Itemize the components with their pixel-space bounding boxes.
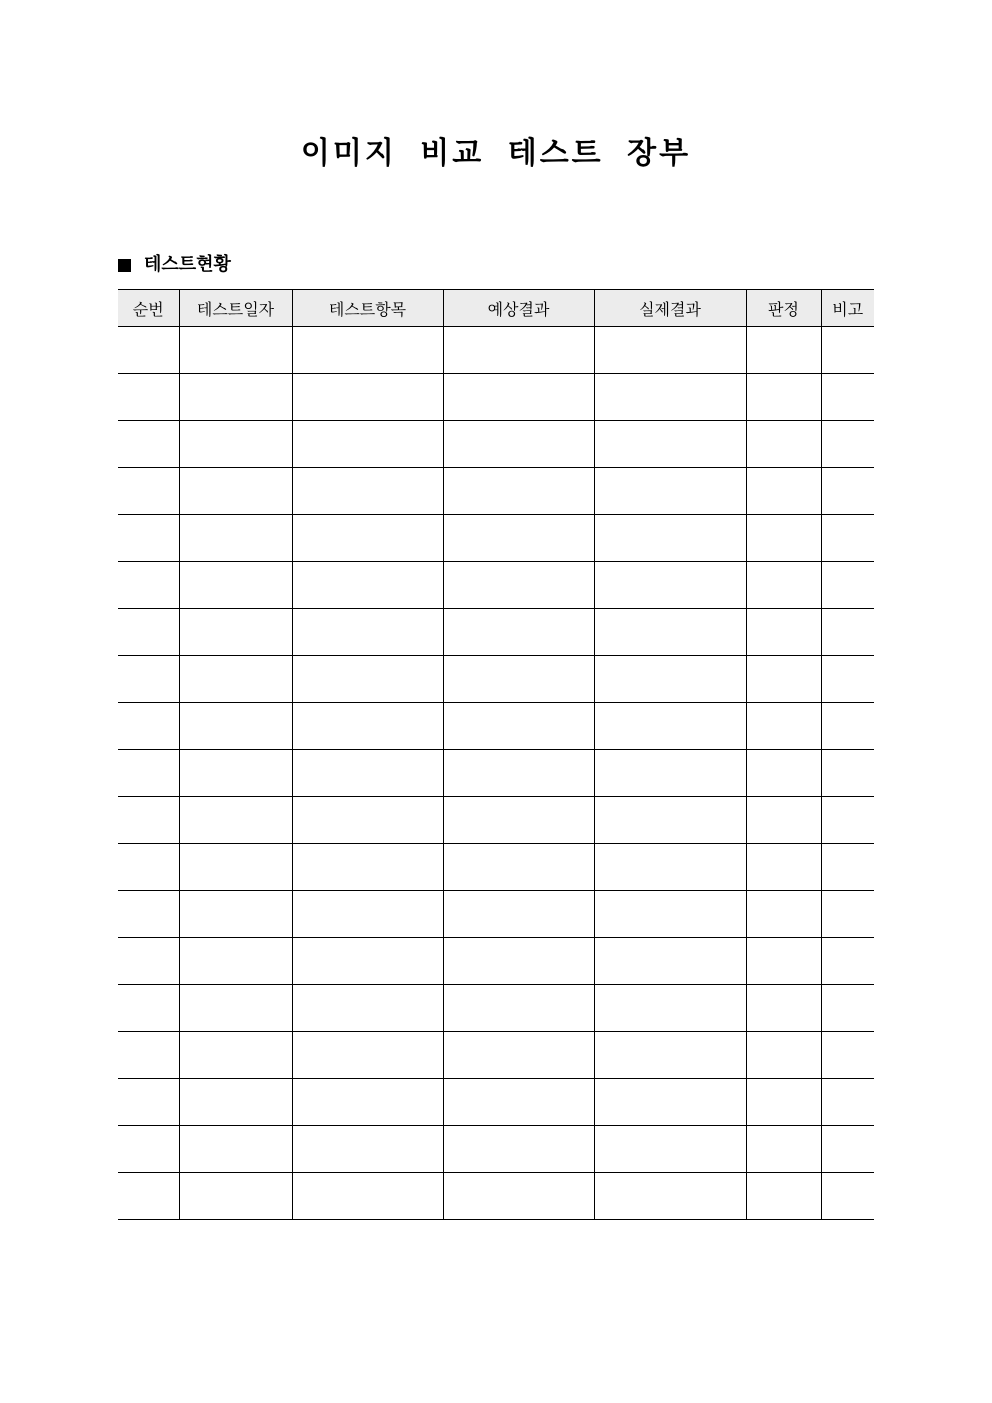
table-cell[interactable] bbox=[118, 985, 179, 1032]
table-cell[interactable] bbox=[118, 797, 179, 844]
table-row bbox=[118, 609, 874, 656]
table-row bbox=[118, 1032, 874, 1079]
table-cell[interactable] bbox=[746, 1079, 821, 1126]
table-cell[interactable] bbox=[179, 703, 292, 750]
table-cell[interactable] bbox=[179, 421, 292, 468]
table-cell[interactable] bbox=[292, 374, 443, 421]
table-row bbox=[118, 374, 874, 421]
table-cell[interactable] bbox=[292, 797, 443, 844]
table-cell[interactable] bbox=[746, 656, 821, 703]
table-row bbox=[118, 750, 874, 797]
column-header-test-item: 테스트항목 bbox=[292, 290, 443, 327]
table-cell[interactable] bbox=[118, 562, 179, 609]
table-cell[interactable] bbox=[292, 891, 443, 938]
column-header-expected-result: 예상결과 bbox=[443, 290, 594, 327]
table-cell[interactable] bbox=[594, 515, 746, 562]
table-cell[interactable] bbox=[118, 327, 179, 374]
table-cell[interactable] bbox=[821, 468, 874, 515]
section-heading bbox=[118, 252, 231, 278]
table-cell[interactable] bbox=[292, 985, 443, 1032]
table-cell[interactable] bbox=[179, 1173, 292, 1220]
table-cell[interactable] bbox=[594, 703, 746, 750]
table-cell[interactable] bbox=[746, 891, 821, 938]
section-heading-label: 테스트현황 bbox=[144, 254, 231, 275]
table-cell[interactable] bbox=[179, 844, 292, 891]
table-cell[interactable] bbox=[179, 985, 292, 1032]
table-cell[interactable] bbox=[821, 1032, 874, 1079]
table-cell[interactable] bbox=[746, 844, 821, 891]
table-cell[interactable] bbox=[821, 374, 874, 421]
table-cell[interactable] bbox=[746, 750, 821, 797]
table-cell[interactable] bbox=[443, 891, 594, 938]
table-cell[interactable] bbox=[179, 468, 292, 515]
table-cell[interactable] bbox=[443, 562, 594, 609]
table-cell[interactable] bbox=[746, 327, 821, 374]
table-cell[interactable] bbox=[443, 421, 594, 468]
table-cell[interactable] bbox=[821, 985, 874, 1032]
table-row bbox=[118, 327, 874, 374]
table-cell[interactable] bbox=[292, 468, 443, 515]
table-cell[interactable] bbox=[746, 374, 821, 421]
table-cell[interactable] bbox=[821, 562, 874, 609]
table-cell[interactable] bbox=[118, 421, 179, 468]
table-cell[interactable] bbox=[118, 1173, 179, 1220]
table-cell[interactable] bbox=[179, 1079, 292, 1126]
table-cell[interactable] bbox=[118, 656, 179, 703]
table-cell[interactable] bbox=[292, 703, 443, 750]
table-cell[interactable] bbox=[443, 515, 594, 562]
table-cell[interactable] bbox=[292, 327, 443, 374]
table-cell[interactable] bbox=[179, 750, 292, 797]
column-header-remarks: 비고 bbox=[821, 290, 874, 327]
table-cell[interactable] bbox=[594, 797, 746, 844]
table-cell[interactable] bbox=[179, 797, 292, 844]
table-cell[interactable] bbox=[118, 750, 179, 797]
table-cell[interactable] bbox=[443, 985, 594, 1032]
table-cell[interactable] bbox=[118, 468, 179, 515]
table-cell[interactable] bbox=[179, 374, 292, 421]
table-cell[interactable] bbox=[746, 938, 821, 985]
table-row bbox=[118, 703, 874, 750]
table-cell[interactable] bbox=[118, 1079, 179, 1126]
table-row bbox=[118, 656, 874, 703]
table-cell[interactable] bbox=[443, 938, 594, 985]
table-cell[interactable] bbox=[292, 1173, 443, 1220]
table-cell[interactable] bbox=[443, 1079, 594, 1126]
table-row bbox=[118, 891, 874, 938]
table-cell[interactable] bbox=[443, 656, 594, 703]
table-cell[interactable] bbox=[443, 1032, 594, 1079]
table-row bbox=[118, 938, 874, 985]
table-cell[interactable] bbox=[594, 327, 746, 374]
table-cell[interactable] bbox=[118, 938, 179, 985]
table-cell[interactable] bbox=[821, 891, 874, 938]
column-header-verdict: 판정 bbox=[746, 290, 821, 327]
table-cell[interactable] bbox=[179, 327, 292, 374]
table-row bbox=[118, 797, 874, 844]
table-cell[interactable] bbox=[179, 562, 292, 609]
table-cell[interactable] bbox=[443, 797, 594, 844]
table-cell[interactable] bbox=[179, 1032, 292, 1079]
table-cell[interactable] bbox=[594, 844, 746, 891]
table-cell[interactable] bbox=[821, 421, 874, 468]
table-cell[interactable] bbox=[292, 609, 443, 656]
column-header-test-date: 테스트일자 bbox=[179, 290, 292, 327]
table-cell[interactable] bbox=[594, 891, 746, 938]
table-cell[interactable] bbox=[443, 468, 594, 515]
table-row bbox=[118, 562, 874, 609]
table-cell[interactable] bbox=[292, 421, 443, 468]
table-cell[interactable] bbox=[821, 703, 874, 750]
table-body bbox=[118, 327, 874, 1220]
table-cell[interactable] bbox=[292, 1032, 443, 1079]
table-cell[interactable] bbox=[292, 1079, 443, 1126]
table-cell[interactable] bbox=[292, 515, 443, 562]
table-cell[interactable] bbox=[821, 327, 874, 374]
table-cell[interactable] bbox=[821, 797, 874, 844]
table-cell[interactable] bbox=[746, 703, 821, 750]
table-cell[interactable] bbox=[443, 750, 594, 797]
table-cell[interactable] bbox=[118, 609, 179, 656]
table-cell[interactable] bbox=[746, 468, 821, 515]
document-title: 이미지 비교 테스트 장부 bbox=[300, 136, 692, 171]
table-cell[interactable] bbox=[746, 985, 821, 1032]
table-cell[interactable] bbox=[292, 656, 443, 703]
table-cell[interactable] bbox=[179, 609, 292, 656]
table-row bbox=[118, 1173, 874, 1220]
table-cell[interactable] bbox=[821, 750, 874, 797]
table-cell[interactable] bbox=[746, 562, 821, 609]
table-cell[interactable] bbox=[179, 515, 292, 562]
table-cell[interactable] bbox=[594, 938, 746, 985]
square-bullet-icon bbox=[118, 259, 131, 272]
table-cell[interactable] bbox=[118, 1032, 179, 1079]
table-row bbox=[118, 515, 874, 562]
test-record-table bbox=[118, 289, 874, 1220]
table-header-row bbox=[118, 290, 874, 327]
table-cell[interactable] bbox=[443, 1173, 594, 1220]
table-cell[interactable] bbox=[594, 421, 746, 468]
table-cell[interactable] bbox=[443, 703, 594, 750]
table-cell[interactable] bbox=[594, 1173, 746, 1220]
table-row bbox=[118, 468, 874, 515]
table-cell[interactable] bbox=[594, 374, 746, 421]
table-cell[interactable] bbox=[746, 1032, 821, 1079]
table-cell[interactable] bbox=[746, 1173, 821, 1220]
table-cell[interactable] bbox=[746, 1126, 821, 1173]
table-row bbox=[118, 421, 874, 468]
table-cell[interactable] bbox=[443, 327, 594, 374]
table-cell[interactable] bbox=[821, 844, 874, 891]
column-header-seq: 순번 bbox=[118, 290, 179, 327]
table-cell[interactable] bbox=[292, 844, 443, 891]
table-cell[interactable] bbox=[594, 609, 746, 656]
table-cell[interactable] bbox=[118, 1126, 179, 1173]
table-cell[interactable] bbox=[594, 656, 746, 703]
table-cell[interactable] bbox=[594, 468, 746, 515]
table-cell[interactable] bbox=[118, 703, 179, 750]
table-row bbox=[118, 1126, 874, 1173]
table-cell[interactable] bbox=[118, 374, 179, 421]
table-cell[interactable] bbox=[746, 421, 821, 468]
table-cell[interactable] bbox=[292, 938, 443, 985]
table-cell[interactable] bbox=[443, 1126, 594, 1173]
table-cell[interactable] bbox=[821, 609, 874, 656]
table-cell[interactable] bbox=[746, 797, 821, 844]
column-header-actual-result: 실제결과 bbox=[594, 290, 746, 327]
table-cell[interactable] bbox=[292, 1126, 443, 1173]
table-cell[interactable] bbox=[821, 1079, 874, 1126]
table-row bbox=[118, 985, 874, 1032]
table-cell[interactable] bbox=[821, 656, 874, 703]
table-cell[interactable] bbox=[594, 1079, 746, 1126]
table-cell[interactable] bbox=[594, 562, 746, 609]
table-cell[interactable] bbox=[821, 1126, 874, 1173]
table-cell[interactable] bbox=[821, 515, 874, 562]
table-cell[interactable] bbox=[821, 1173, 874, 1220]
table-cell[interactable] bbox=[746, 515, 821, 562]
table-cell[interactable] bbox=[118, 844, 179, 891]
table-cell[interactable] bbox=[118, 515, 179, 562]
table-cell[interactable] bbox=[292, 562, 443, 609]
table-cell[interactable] bbox=[118, 891, 179, 938]
table-cell[interactable] bbox=[594, 750, 746, 797]
table-cell[interactable] bbox=[179, 891, 292, 938]
table-cell[interactable] bbox=[179, 656, 292, 703]
table-row bbox=[118, 844, 874, 891]
table-cell[interactable] bbox=[594, 985, 746, 1032]
table-cell[interactable] bbox=[594, 1032, 746, 1079]
table-cell[interactable] bbox=[443, 609, 594, 656]
table-cell[interactable] bbox=[443, 844, 594, 891]
table-cell[interactable] bbox=[821, 938, 874, 985]
table-cell[interactable] bbox=[292, 750, 443, 797]
table-cell[interactable] bbox=[179, 1126, 292, 1173]
table-cell[interactable] bbox=[179, 938, 292, 985]
table-cell[interactable] bbox=[594, 1126, 746, 1173]
table-cell[interactable] bbox=[443, 374, 594, 421]
table-cell[interactable] bbox=[746, 609, 821, 656]
table-row bbox=[118, 1079, 874, 1126]
